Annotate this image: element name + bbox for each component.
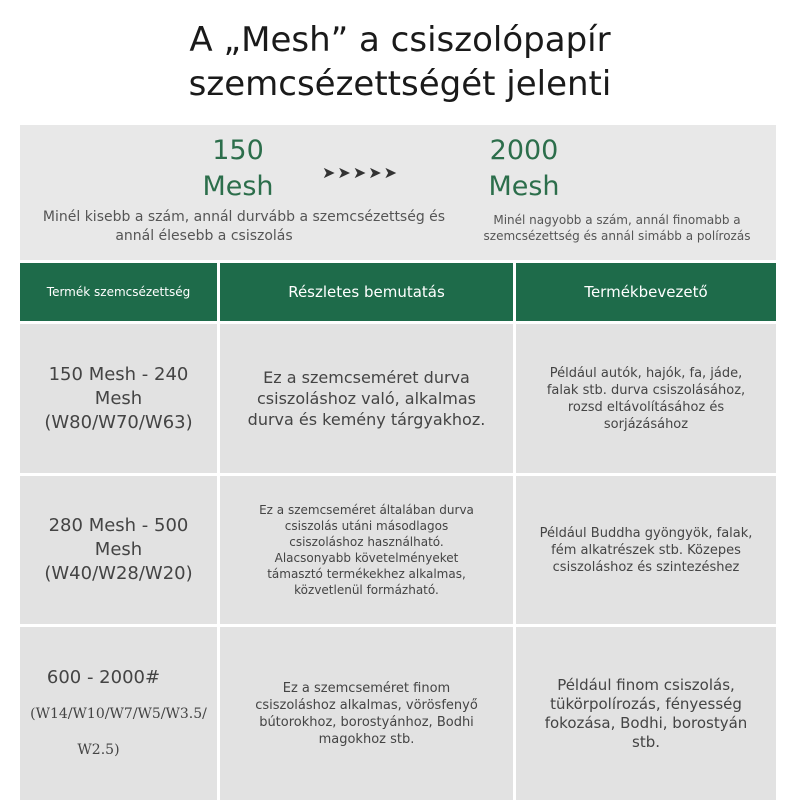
table-row-2-detail bbox=[220, 476, 513, 624]
fine-grit-number: 2000 bbox=[489, 135, 559, 166]
grit-line: (W40/W28/W20) bbox=[44, 563, 193, 584]
detail-line: csiszoláshoz használható. bbox=[289, 535, 444, 549]
detail-line: magokhoz stb. bbox=[318, 731, 415, 747]
intro-line: falak stb. durva csiszolásához, bbox=[546, 382, 746, 398]
grit-line: Mesh bbox=[94, 539, 143, 560]
fine-desc-line-2: szemcsézettség és annál simább a polírozás bbox=[483, 229, 751, 243]
intro-line: fokozása, Bodhi, borostyán bbox=[544, 713, 748, 732]
intro-line: csiszoláshoz és szintezéshez bbox=[552, 559, 740, 575]
coarse-desc-line-2: annál élesebb a csiszolás bbox=[115, 228, 293, 244]
grit-line: 600 - 2000# bbox=[46, 666, 161, 688]
coarse-grit-number: 150 bbox=[212, 135, 264, 166]
intro-line: Például finom csiszolás, bbox=[557, 675, 735, 694]
title-line-1: A „Mesh” a csiszolópapír bbox=[189, 20, 611, 60]
header-intro bbox=[516, 263, 776, 321]
detail-line: bútorokhoz, borostyánhoz, Bodhi bbox=[259, 714, 474, 730]
header-detail-label: Részletes bemutatás bbox=[288, 283, 445, 301]
grit-line: (W14/W10/W7/W5/W3.5/ bbox=[30, 705, 207, 722]
coarse-grit-unit: Mesh bbox=[202, 171, 274, 202]
table-row-1-intro bbox=[516, 324, 776, 473]
detail-line: csiszoláshoz alkalmas, vörösfenyő bbox=[255, 697, 478, 713]
coarse-desc-line-1: Minél kisebb a szám, annál durvább a szemcsézettség és bbox=[42, 209, 446, 225]
detail-line: csiszolás utáni másodlagos bbox=[284, 519, 449, 533]
detail-line: Ez a szemcseméret általában durva bbox=[259, 503, 474, 517]
header-intro-label: Termékbevezető bbox=[584, 283, 708, 301]
detail-line: közvetlenül formázható. bbox=[294, 583, 439, 597]
intro-line: stb. bbox=[632, 732, 660, 751]
page-title bbox=[0, 18, 800, 106]
intro-line: rozsd eltávolításához és bbox=[567, 399, 725, 415]
detail-line: csiszoláshoz való, alkalmas bbox=[257, 389, 476, 408]
detail-line: Ez a szemcseméret finom bbox=[282, 680, 451, 696]
title-line-2: szemcsézettségét jelenti bbox=[188, 64, 612, 104]
table-row-3-detail bbox=[220, 627, 513, 800]
intro-line: Például autók, hajók, fa, jáde, bbox=[549, 365, 743, 381]
detail-line: Alacsonyabb követelményeket bbox=[274, 551, 459, 565]
fine-desc-line-1: Minél nagyobb a szám, annál finomabb a bbox=[493, 213, 741, 227]
grit-line: Mesh bbox=[94, 387, 143, 409]
grit-line: 280 Mesh - 500 bbox=[48, 515, 189, 536]
table-row-1-detail bbox=[220, 324, 513, 473]
table-row-1-grit bbox=[20, 324, 217, 473]
intro-line: sorjázásához bbox=[603, 416, 689, 432]
header-grit bbox=[20, 263, 217, 321]
table-row-3-grit bbox=[20, 627, 217, 800]
fine-grit-unit: Mesh bbox=[488, 171, 560, 202]
intro-line: tükörpolírozás, fényesség bbox=[550, 694, 742, 713]
table-row-2-intro bbox=[516, 476, 776, 624]
coarse-grit-label bbox=[178, 133, 298, 205]
intro-line: Például Buddha gyöngyök, falak, bbox=[539, 525, 753, 541]
grit-line: (W80/W70/W63) bbox=[44, 411, 193, 433]
intro-line: fém alkatrészek stb. Közepes bbox=[551, 542, 741, 558]
detail-line: Ez a szemcseméret durva bbox=[263, 368, 470, 387]
table-row-2-grit bbox=[20, 476, 217, 624]
detail-line: durva és kemény tárgyakhoz. bbox=[247, 410, 486, 429]
table-row-3-intro bbox=[516, 627, 776, 800]
fine-grit-description bbox=[474, 212, 760, 244]
grit-line: W2.5) bbox=[77, 741, 120, 758]
arrows-icon: ➤➤➤➤➤ bbox=[322, 163, 400, 182]
detail-line: támasztó termékekhez alkalmas, bbox=[267, 567, 466, 581]
coarse-grit-description bbox=[22, 208, 466, 246]
grit-line: 150 Mesh - 240 bbox=[48, 363, 189, 385]
fine-grit-label bbox=[464, 133, 584, 205]
header-grit-label: Termék szemcsézettség bbox=[46, 285, 191, 299]
header-detail bbox=[220, 263, 513, 321]
